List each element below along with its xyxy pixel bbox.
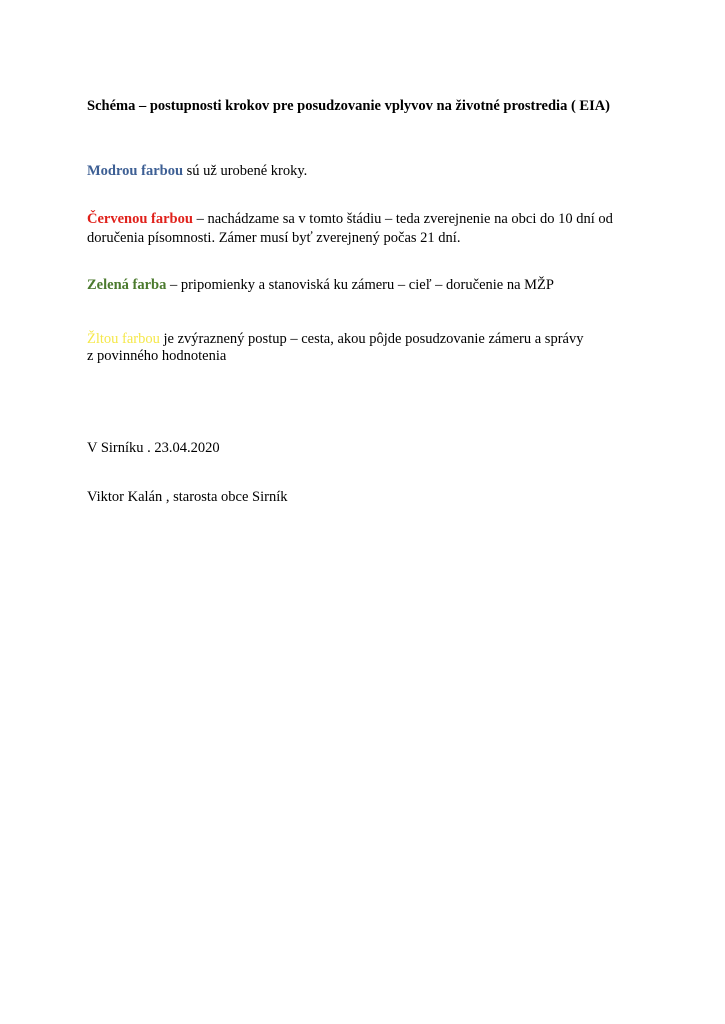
legend-blue — [87, 162, 307, 180]
date-place-line: V Sirníku . 23.04.2020 — [87, 440, 220, 456]
legend-yellow-line-1 — [87, 330, 583, 348]
document-title: Schéma – postupnosti krokov pre posudzovanie vplyvov na životné prostredia ( EIA) — [87, 98, 611, 114]
legend-green-text: – pripomienky a stanoviská ku zámeru – cieľ – doručenie na MŽP — [166, 277, 554, 293]
legend-red-line-1 — [87, 210, 613, 228]
legend-red-text-1: – nachádzame sa v tomto štádiu – teda zverejnenie na obci do 10 dní od — [192, 211, 613, 227]
signature-line: Viktor Kalán , starosta obce Sirník — [87, 489, 288, 505]
legend-yellow-keyword: Žltou farbou — [87, 331, 160, 347]
legend-yellow-line-2: z povinného hodnotenia — [87, 348, 227, 364]
legend-yellow-text-1: je zvýraznený postup – cesta, akou pôjde posudzovanie zámeru a správy — [159, 331, 584, 347]
legend-red-line-2: doručenia písomnosti. Zámer musí byť zverejnený počas 21 dní. — [87, 230, 461, 246]
legend-green — [87, 276, 554, 294]
legend-blue-text: sú už urobené kroky. — [183, 163, 308, 179]
legend-green-keyword: Zelená farba — [87, 277, 167, 293]
legend-blue-keyword: Modrou farbou — [87, 163, 184, 179]
legend-red-keyword: Červenou farbou — [87, 211, 193, 227]
